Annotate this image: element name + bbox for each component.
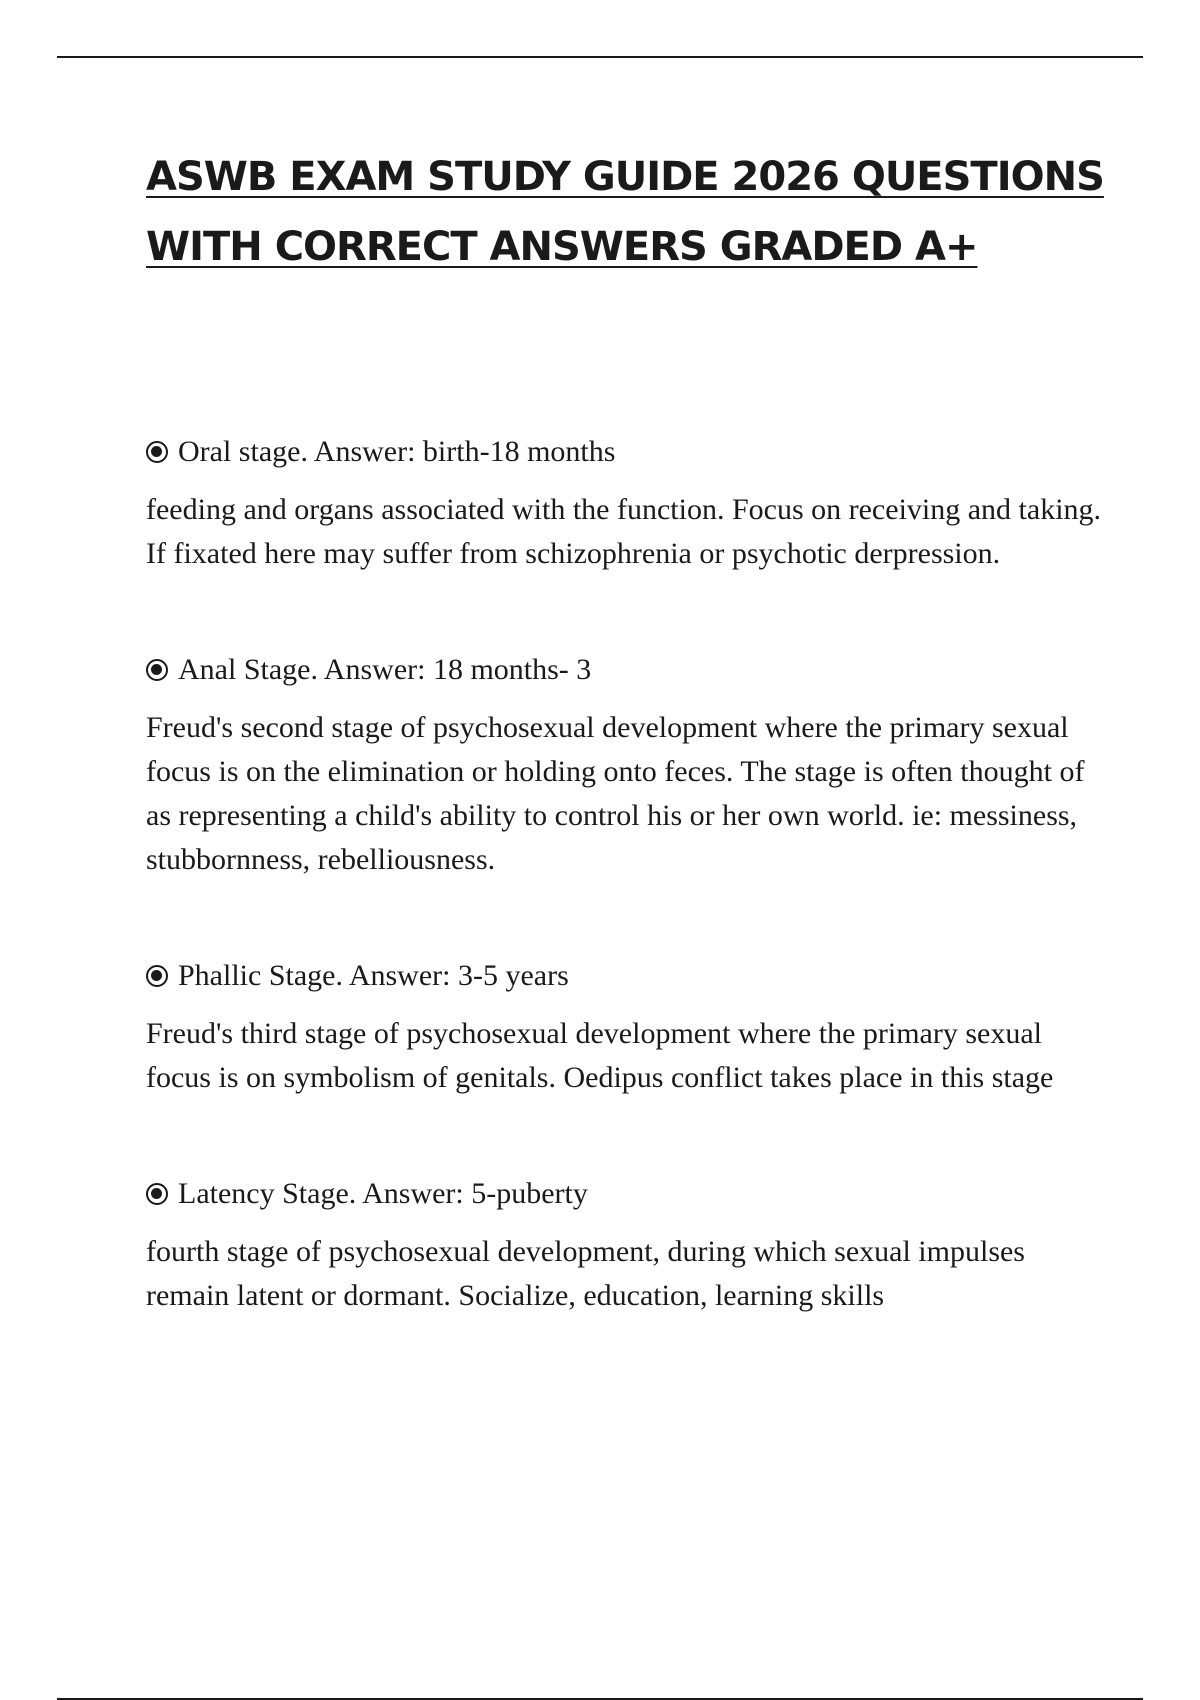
document-title: ASWB EXAM STUDY GUIDE 2026 QUESTIONS WITH CORRECT ANSWERS GRADED A+ <box>146 154 1104 270</box>
radio-bullet-icon <box>146 1183 168 1205</box>
flashcard-item <box>146 650 1106 882</box>
answer-text: Freud's third stage of psychosexual development where the primary sexual focus is on symbolism of genitals. Oedipus conflict takes place in this stage <box>146 1017 1054 1094</box>
question-line <box>146 1174 1106 1214</box>
answer-text: Freud's second stage of psychosexual development where the primary sexual focus is on the elimination or holding onto feces. The stage is often thought of as representing a child's ability to control his or her own world. ie: messiness, stubbornness, rebelliousness. <box>146 711 1085 876</box>
question-line <box>146 432 1106 472</box>
question-line <box>146 956 1106 996</box>
flashcard-item <box>146 1174 1106 1318</box>
radio-bullet-icon <box>146 441 168 463</box>
answer-text: feeding and organs associated with the function. Focus on receiving and taking. If fixated here may suffer from schizophrenia or psychotic derpression. <box>146 493 1102 570</box>
question-text: Oral stage. Answer: birth-18 months <box>178 435 616 468</box>
question-text: Anal Stage. Answer: 18 months- 3 <box>178 653 592 686</box>
top-divider <box>57 56 1143 58</box>
flashcard-item <box>146 956 1106 1100</box>
question-line <box>146 650 1106 690</box>
answer-text: fourth stage of psychosexual development, during which sexual impulses remain latent or dormant. Socialize, education, learning skills <box>146 1235 1025 1312</box>
radio-bullet-icon <box>146 659 168 681</box>
study-guide-content <box>146 432 1106 1318</box>
radio-bullet-icon <box>146 965 168 987</box>
question-text: Latency Stage. Answer: 5-puberty <box>178 1177 588 1210</box>
flashcard-item <box>146 432 1106 576</box>
question-text: Phallic Stage. Answer: 3-5 years <box>178 959 569 992</box>
